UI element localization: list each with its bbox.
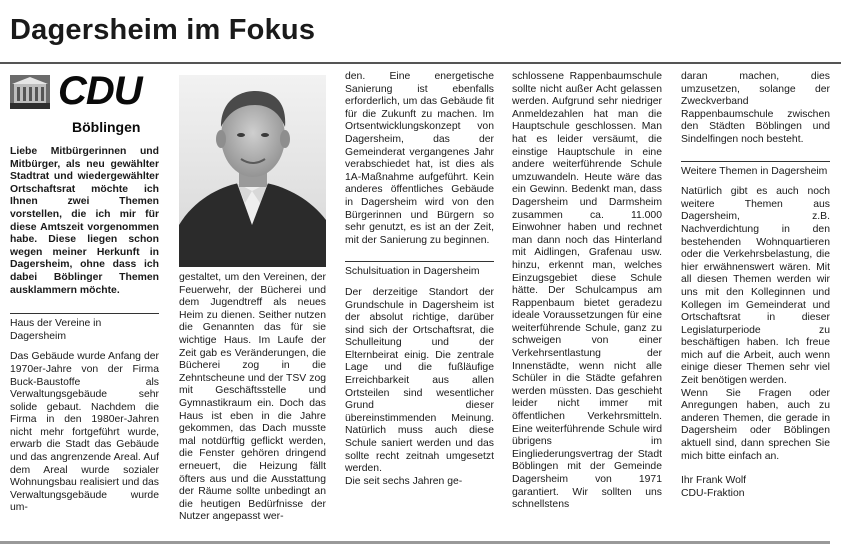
- column-3: [345, 71, 494, 488]
- body-schulsituation-1: Der derzeitige Standort der Grundschule in Dagersheim ist der absolut richtige, darüber sind sich der Ortschaftsrat, die Schulleitung und der Elternbeirat einig. Die zentrale Lage und die fußläufige Erreichbarkeit aus allen Ortsteilen sind wesentlicher Grund dieser übereinstimmenden Meinung. Natürlich muss auch diese Schule saniert werden und das sollte recht zeitnah umgesetzt werden.: [345, 286, 494, 475]
- body-schulsituation-2: Die seit sechs Jahren ge-: [345, 475, 463, 487]
- column-4: [512, 71, 662, 512]
- logo-city-text: Böblingen: [72, 119, 141, 135]
- bottom-divider: [0, 541, 830, 544]
- portrait-photo: [179, 75, 326, 267]
- body-weitere-themen-2: Wenn Sie Fragen oder Anregungen haben, auch zu anderen Themen, die gerade in Dagersheim oder Böblingen aktuell sind, dann sprechen Sie mich bitte einfach an.: [681, 387, 830, 462]
- body-weitere-themen-1: Natürlich gibt es auch noch weitere Themen aus Dagersheim, z.B. Nachverdichtung in den bestehenden Wohnquartieren oder die Verkehrsbelastung, die hier erwähnenswert wären. Mit all diesen Themen werden wir uns mit den Kolleginnen und Kollegen im Gemeinderat und Ortschaftsrat in dieser Legislaturperiode zu beschäftigen haben. Ich freue mich auf die Arbeit, auch wenn einige dieser Themen sehr viel Zeit benötigen werden.: [681, 186, 830, 387]
- column-5: [681, 71, 830, 500]
- column-2: [179, 272, 326, 524]
- heading-haus-der-vereine: Haus der Vereine in Dagersheim: [10, 313, 159, 343]
- body-haus-der-vereine-3: den. Eine energetische Sanierung ist ebenfalls erforderlich, um das Gebäude fit für die Zukunft zu machen. Im Ortsentwicklungskonzept von Dagersheim, das der Gemeinderat vergangenes Jahr verabschiedet hat, ist dies als 1A-Maßnahme aufgeführt. Kein anderes öffentliches Gebäude in Dagersheim wird von den Bürgerinnen und Bürgern so sehr genutzt, es ist an der Zeit, mit der Sanierung zu beginnen.: [345, 71, 494, 246]
- intro-text: Liebe Mitbürgerinnen und Mitbürger, als neu gewählter Stadtrat und wiedergewählter Ortschaftsrat möchte ich Ihnen zwei Themen vorstellen, die ich mir für diese Amtszeit vorgenommen habe. Diese liegen schon wegen meiner Herkunft in Dagersheim, ohne dass ich dabei Böblinger Themen ausklammern möchte.: [10, 146, 159, 296]
- page-title: Dagersheim im Fokus: [10, 14, 316, 46]
- body-haus-der-vereine-1: Das Gebäude wurde Anfang der 1970er-Jahre von der Firma Buck-Baustoffe als Verwaltungsgebäude sehr solide gebaut. Nachdem die Firma in den 1980er-Jahren nicht mehr fortgeführt wurde, erwarb die Stadt das Gebäude und das angrenzende Areal. Auf dem Areal wurde sozialer Wohnungsbau realisiert und das Verwaltungsgebäude wurde um-: [10, 351, 159, 514]
- signature-org: CDU-Fraktion: [681, 487, 745, 499]
- body-schulsituation-3: schlossene Rappenbaumschule sollte nicht außer Acht gelassen werden. Aufgrund sehr niedriger Anmeldezahlen hat man die Hauptschule geschlossen. Man hat es leider versäumt, die einstige Hauptschule in eine andere weiterführende Schule umzuwandeln. Heute wäre das ein Gewinn. Bedenkt man, dass Dagersheim und Darmsheim zusammen ca. 11.000 Einwohner haben und rechnet man dann noch das Hinterland mit Aidlingen, Grafenau usw. hinzu, erkennt man, welches Einzugsgebiet diese Schule hätte. Der Schulcampus am Rappenbaum bietet geradezu ideale Voraussetzungen für eine weiterführende Schule, ganz zu schweigen von einer Verkehrsentlastung der Innenstädte, wenn nicht alle Schüler in die Städte gefahren werden müssten. Das geschieht leider nicht immer mit öffentlichen Verkehrsmitteln. Eine weiterführende Schule wird übrigens im Eingliederungsvertrag der Stadt Böblingen mit der Gemeinde Dagersheim von 1971 garantiert. Wir sollten uns schnellstens: [512, 71, 662, 511]
- logo-brand-text: CDU: [58, 69, 142, 113]
- heading-schulsituation: Schulsituation in Dagersheim: [345, 261, 494, 279]
- body-schulsituation-4: daran machen, dies umzusetzen, solange der Zweckverband Rappenbaumschule zwischen den Städten Böblingen und Sindelfingen noch besteht.: [681, 71, 830, 145]
- town-hall-icon: [10, 75, 50, 109]
- title-divider: [0, 62, 841, 64]
- heading-weitere-themen: Weitere Themen in Dagersheim: [681, 161, 830, 179]
- cdu-logo: [10, 69, 160, 137]
- column-1: [10, 146, 159, 515]
- signature-name: Ihr Frank Wolf: [681, 475, 747, 487]
- body-haus-der-vereine-2: gestaltet, um den Vereinen, der Feuerwehr, der Bücherei und dem Jugendtreff als neues Heim zu dienen. Seither nutzen die Genannten das für sie wichtige Haus. Im Laufe der Zeit gab es Veränderungen, die Bücherei zog in die Zehntscheune und der TSV zog mit Geschäftsstelle und Gymnastikraum ein. Doch das Haus ist eben in die Jahre gekommen, das Dach musste mal notdürftig geflickt werden, die Fenster gehören dringend erneuert, die Heizung fällt öfters aus und die Ausstattung der Räume sollte unbedingt an die heutigen Bedürfnisse der Nutzer angepasst wer-: [179, 272, 326, 523]
